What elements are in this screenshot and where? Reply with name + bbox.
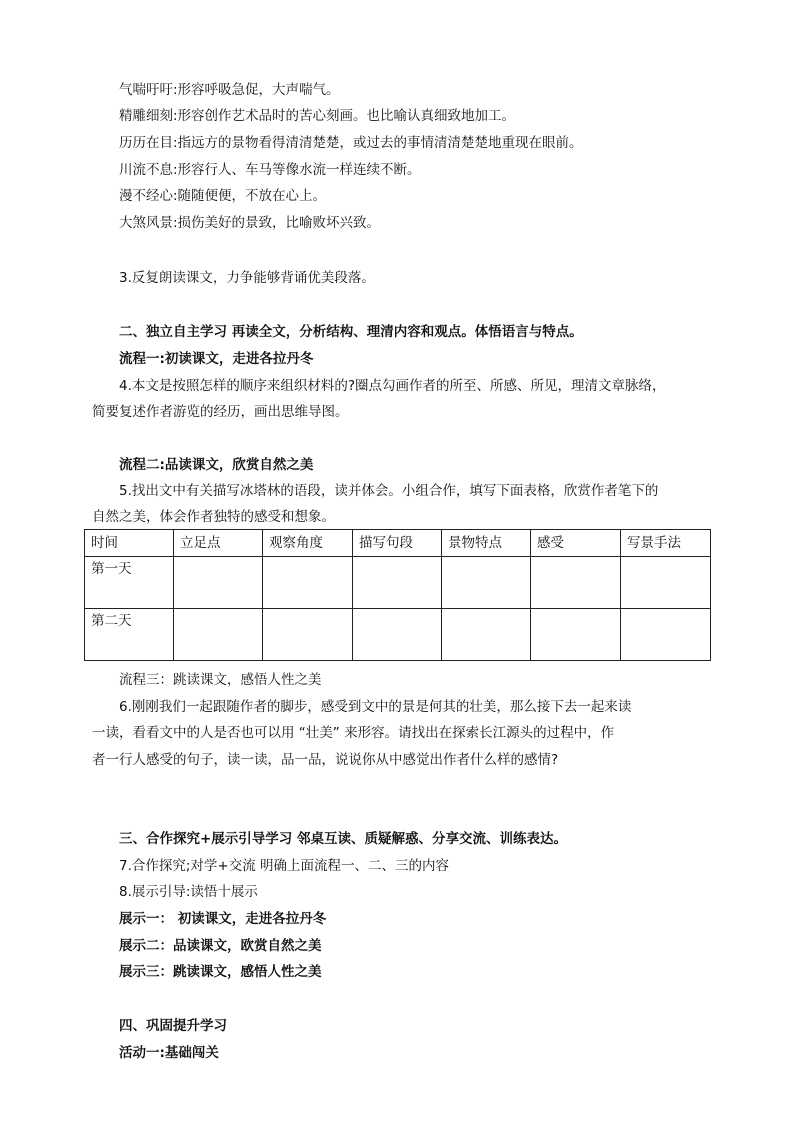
row-label-day-1: 第一天 — [85, 557, 174, 609]
activity-1-title: 活动一:基础闯关 — [119, 1045, 219, 1061]
vocab-item: 精雕细刻:形容创作艺术品时的苦心刻画。也比喻认真细致地加工。 — [119, 108, 516, 124]
show-1: 展示一： 初读课文，走进各拉丹冬 — [119, 911, 327, 927]
table-cell[interactable] — [263, 609, 353, 661]
section-3-heading: 三、合作探究+展示引导学习 邻桌互读、质疑解惑、分享交流、训练表达。 — [119, 831, 568, 847]
task-item-4-line-1: 4.本文是按照怎样的顺序来组织材料的?圈点勾画作者的所至、所感、所见，理清文章脉络， — [119, 378, 666, 394]
task-item-6-line-1: 6.刚刚我们一起跟随作者的脚步，感受到文中的景是何其的壮美，那么接下去一起来读 — [119, 699, 632, 715]
table-header-row — [85, 530, 711, 557]
header-writing-technique: 写景手法 — [621, 530, 711, 557]
vocab-item: 历历在目:指远方的景物看得清清楚楚，或过去的事情清清楚楚地重现在眼前。 — [119, 135, 583, 151]
task-item-4-line-2: 简要复述作者游览的经历，画出思维导图。 — [92, 404, 349, 420]
table-cell[interactable] — [174, 557, 263, 609]
table-row — [85, 557, 711, 609]
task-item-3: 3.反复朗读课文，力争能够背诵优美段落。 — [119, 270, 375, 286]
show-2: 展示二：品读课文，欧赏自然之美 — [119, 938, 322, 954]
vocab-item: 漫不经心:随随便便，不放在心上。 — [119, 188, 327, 204]
header-viewing-angle: 观察角度 — [263, 530, 353, 557]
task-item-5-line-2: 自然之美，体会作者独特的感受和想象。 — [92, 509, 335, 525]
header-standpoint: 立足点 — [174, 530, 263, 557]
table-cell[interactable] — [353, 557, 442, 609]
table-cell[interactable] — [531, 609, 621, 661]
row-label-day-2: 第二天 — [85, 609, 174, 661]
vocab-item: 大煞风景:损伤美好的景致，比喻败坏兴致。 — [119, 215, 381, 231]
header-descriptive-passage: 描写句段 — [353, 530, 442, 557]
table-cell[interactable] — [353, 609, 442, 661]
header-scenery-feature: 景物特点 — [442, 530, 531, 557]
flow-3-title: 流程三：跳读课文，感悟人性之美 — [119, 672, 322, 688]
table-cell[interactable] — [621, 609, 711, 661]
show-3: 展示三：跳读课文，感悟人性之美 — [119, 964, 322, 980]
header-time: 时间 — [85, 530, 174, 557]
table-cell[interactable] — [531, 557, 621, 609]
section-2-heading: 二、独立自主学习 再读全文，分析结构、理清内容和观点。体悟语言与特点。 — [119, 324, 583, 340]
task-item-8: 8.展示引导:读悟十展示 — [119, 884, 258, 900]
table-cell[interactable] — [263, 557, 353, 609]
flow-1-title: 流程一:初读课文，走进各拉丹冬 — [119, 351, 314, 367]
task-item-7: 7.合作探究;对学+交流 明确上面流程一、二、三的内容 — [119, 858, 450, 874]
flow-2-title: 流程二:品读课文，欣赏自然之美 — [119, 457, 314, 473]
table-cell[interactable] — [174, 609, 263, 661]
observation-table — [84, 529, 711, 661]
table-cell[interactable] — [442, 609, 531, 661]
task-item-6-line-3: 者一行人感受的句子，读一读，品一品，说说你从中感觉出作者什么样的感情? — [92, 752, 559, 768]
table-cell[interactable] — [621, 557, 711, 609]
task-item-6-line-2: 一读，看看文中的人是否也可以用 “壮美” 来形容。请找出在探索长江源头的过程中，作 — [92, 725, 615, 741]
vocab-item: 气喘吁吁:形容呼吸急促，大声喘气。 — [119, 82, 340, 98]
task-item-5-line-1: 5.找出文中有关描写冰塔林的语段，读并体会。小组合作，填写下面表格，欣赏作者笔下的 — [119, 483, 659, 499]
header-feeling: 感受 — [531, 530, 621, 557]
section-4-heading: 四、巩固提升学习 — [119, 1018, 227, 1034]
table-cell[interactable] — [442, 557, 531, 609]
vocab-item: 川流不息:形容行人、车马等像水流一样连续不断。 — [119, 162, 421, 178]
table-row — [85, 609, 711, 661]
